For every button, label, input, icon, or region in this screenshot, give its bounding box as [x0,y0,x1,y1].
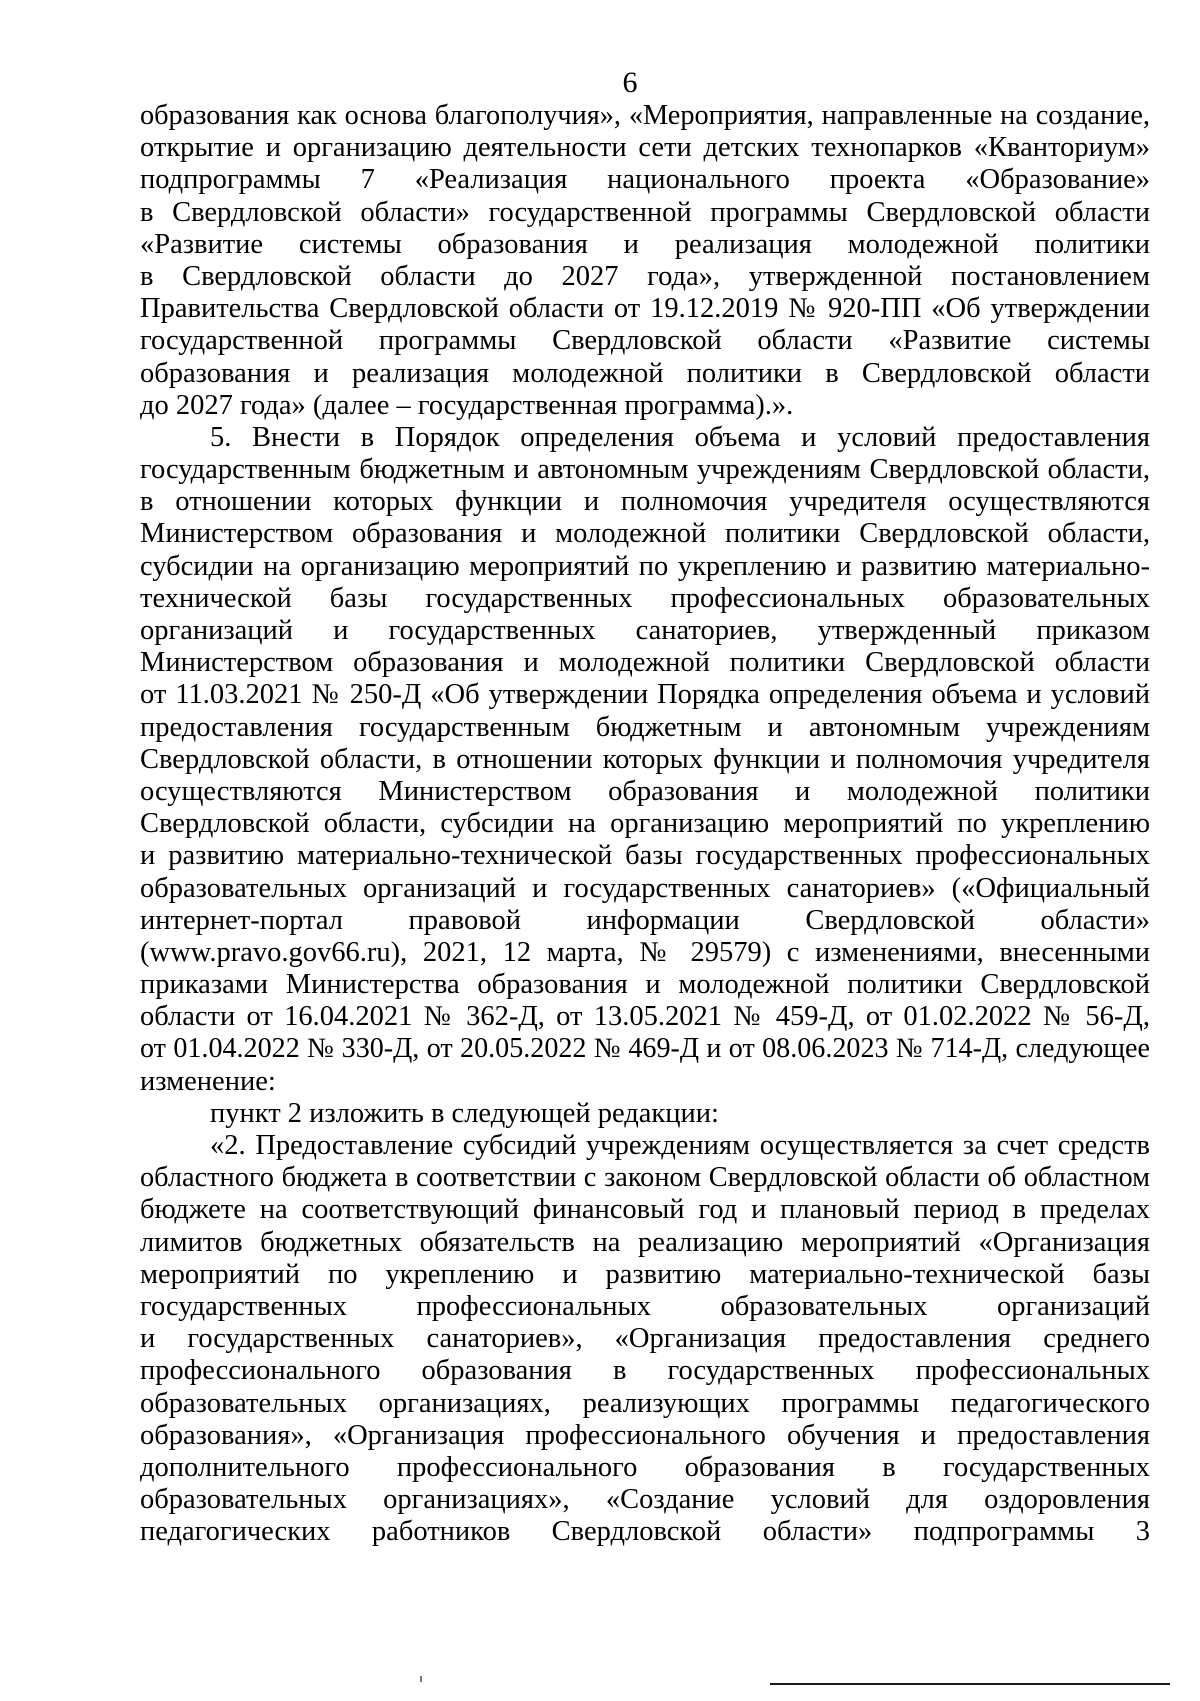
text-line: субсидии на организацию мероприятий по укреплению и развитию материально- [140,550,1150,582]
text-line: и государственных санаториев», «Организация предоставления среднего [140,1323,1150,1355]
text-line: 5. Внести в Порядок определения объема и условий предоставления [210,421,1150,453]
text-line: технической базы государственных профессиональных образовательных [140,582,1150,614]
text-line: образования и реализация молодежной политики в Свердловской области [140,357,1150,389]
text-line: бюджете на соответствующий финансовый год и плановый период в пределах [140,1194,1150,1226]
text-line: предоставления государственным бюджетным и автономным учреждениям [140,711,1150,743]
text-line: образования», «Организация профессионального обучения и предоставления [140,1419,1150,1451]
text-line: до 2027 года» (далее – государственная программа).». [140,389,794,421]
text-line: области от 16.04.2021 № 362-Д, от 13.05.2021 № 459-Д, от 01.02.2022 № 56-Д, [140,1001,1150,1033]
page-number: 6 [622,66,638,99]
text-line: государственной программы Свердловской области «Развитие системы [140,325,1150,357]
text-line: в отношении которых функции и полномочия учредителя осуществляются [140,486,1150,518]
text-line: педагогических работников Свердловской области» подпрограммы 3 [140,1516,1150,1548]
text-line: Министерством образования и молодежной политики Свердловской области [140,647,1150,679]
text-line: интернет-портал правовой информации Свердловской области» [140,904,1150,936]
text-line: от 01.04.2022 № 330-Д, от 20.05.2022 № 469-Д и от 08.06.2023 № 714-Д, следующее [140,1033,1150,1065]
text-line: мероприятий по укреплению и развитию материально-технической базы [140,1258,1150,1290]
text-line: открытие и организацию деятельности сети детских технопарков «Кванториум» [140,132,1150,164]
text-line: Свердловской области, в отношении которых функции и полномочия учредителя [140,743,1150,775]
text-line: государственным бюджетным и автономным учреждениям Свердловской области, [140,454,1150,486]
body-text [140,100,1150,1548]
scan-speck [420,1676,422,1682]
text-line: образовательных организациях, реализующих программы педагогического [140,1387,1150,1419]
text-line: государственных профессиональных образовательных организаций [140,1290,1150,1322]
text-line: дополнительного профессионального образования в государственных [140,1451,1150,1483]
text-line: лимитов бюджетных обязательств на реализацию мероприятий «Организация [140,1226,1150,1258]
text-line: и развитию материально-технической базы государственных профессиональных [140,840,1150,872]
text-line: областного бюджета в соответствии с законом Свердловской области об областном [140,1162,1150,1194]
text-line: образовательных организациях», «Создание условий для оздоровления [140,1484,1150,1516]
text-line: от 11.03.2021 № 250-Д «Об утверждении Порядка определения объема и условий [140,679,1150,711]
text-line: (www.pravo.gov66.ru), 2021, 12 марта, № 29579) с изменениями, внесенными [140,936,1150,968]
text-line: осуществляются Министерством образования и молодежной политики [140,775,1150,807]
text-line: Министерством образования и молодежной политики Свердловской области, [140,518,1150,550]
text-line: организаций и государственных санаториев, утвержденный приказом [140,615,1150,646]
text-line: образовательных организаций и государственных санаториев» («Официальный [140,872,1150,904]
text-line: Правительства Свердловской области от 19.12.2019 № 920-ПП «Об утверждении [140,293,1150,325]
text-line: подпрограммы 7 «Реализация национального проекта «Образование» [140,164,1150,196]
text-line: Свердловской области, субсидии на организацию мероприятий по укреплению [140,808,1150,840]
text-line: профессионального образования в государственных профессиональных [140,1355,1150,1387]
text-line: приказами Министерства образования и молодежной политики Свердловской [140,969,1150,1001]
text-line: образования как основа благополучия», «Мероприятия, направленные на создание, [140,100,1150,131]
bottom-rule [770,1683,1170,1685]
text-line: пункт 2 изложить в следующей редакции: [210,1097,719,1129]
text-line: «Развитие системы образования и реализация молодежной политики [140,228,1150,260]
text-line: в Свердловской области» государственной программы Свердловской области [140,196,1150,228]
text-line: изменение: [140,1065,276,1097]
text-line: «2. Предоставление субсидий учреждениям осуществляется за счет средств [210,1130,1150,1161]
text-line: в Свердловской области до 2027 года», утвержденной постановлением [140,260,1150,292]
